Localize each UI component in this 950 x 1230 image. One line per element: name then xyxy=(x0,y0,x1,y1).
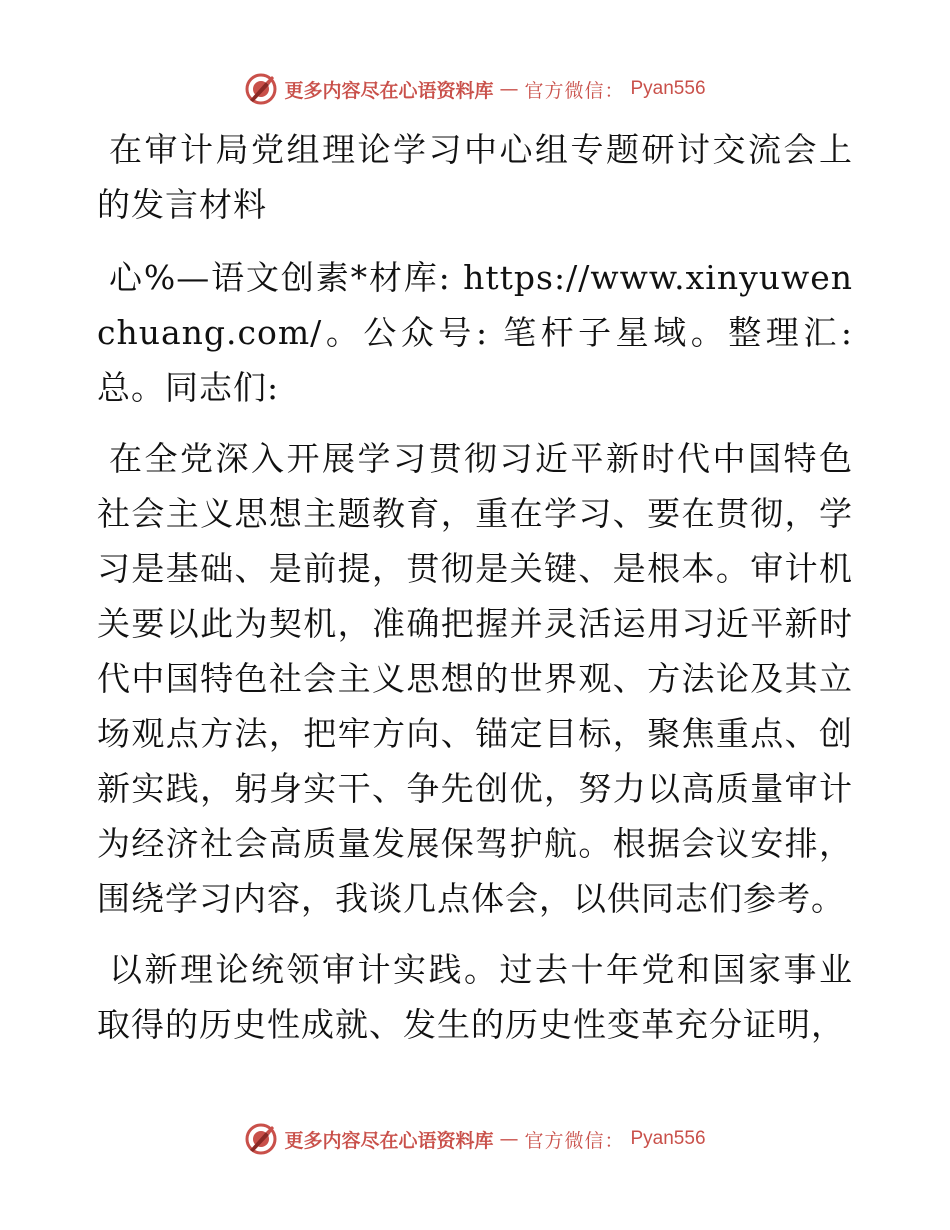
paragraph: 以新理论统领审计实践。过去十年党和国家事业取得的历史性成就、发生的历史性变革充分证明， xyxy=(97,950,853,1044)
banner-wechat-id: Pyan556 xyxy=(630,1128,706,1149)
banner-wechat-label: 官方微信： xyxy=(524,1129,625,1152)
brand-logo-icon xyxy=(244,72,278,106)
banner-dash: — xyxy=(499,78,519,100)
footer-banner xyxy=(0,1122,950,1156)
source-line: 心%—语文创素*材库: https://www.xinyuwenchuang.com/。公众号: 笔杆子星域。整理汇:总。同志们: xyxy=(97,258,853,407)
banner-dash: — xyxy=(499,1128,519,1150)
banner-main-text: 更多内容尽在心语资料库 xyxy=(284,1129,494,1152)
paragraph: 在全党深入开展学习贯彻习近平新时代中国特色社会主义思想主题教育，重在学习、要在贯彻，学习是基础、是前提，贯彻是关键、是根本。审计机关要以此为契机，准确把握并灵活运用习近平新时代中国特色社会主义思想的世界观、方法论及其立场观点方法，把牢方向、锚定目标，聚焦重点、创新实践，躬身实干、争先创优，努力以高质量审计为经济社会高质量发展保驾护航。根据会议安排，围绕学习内容，我谈几点体会，以供同志们参考。 xyxy=(97,439,853,918)
banner-wechat-id: Pyan556 xyxy=(630,78,706,99)
document-title: 在审计局党组理论学习中心组专题研讨交流会上的发言材料 xyxy=(97,130,853,224)
document-body xyxy=(97,122,853,1068)
banner-main-text: 更多内容尽在心语资料库 xyxy=(284,79,494,102)
banner-wechat-label: 官方微信： xyxy=(524,79,625,102)
brand-logo-icon xyxy=(244,1122,278,1156)
header-banner xyxy=(0,72,950,106)
